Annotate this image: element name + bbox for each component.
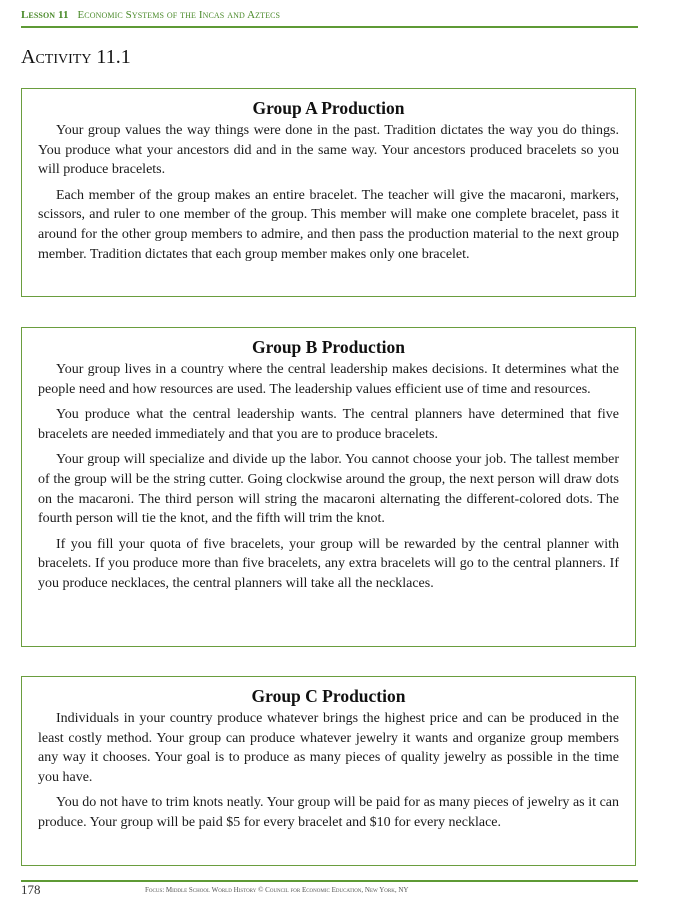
header-divider: [21, 26, 638, 28]
group-b-paragraph: Your group lives in a country where the central leadership makes decisions. It determines what the people need and how resources are used. The leadership values efficient use of time and resources.: [38, 362, 619, 397]
footer-credit: Focus: Middle School World History © Council for Economic Education, New York, NY: [145, 886, 409, 894]
group-a-box: [21, 88, 636, 297]
group-b-paragraph: You produce what the central leadership wants. The central planners have determined that five bracelets are needed immediately and that you are to produce bracelets.: [38, 407, 619, 442]
running-head: [21, 9, 280, 21]
group-b-box: [21, 327, 636, 647]
group-c-paragraph: You do not have to trim knots neatly. Your group will be paid for as many pieces of jewelry as it can produce. Your group will be paid $5 for every bracelet and $10 for every necklace.: [38, 795, 619, 830]
lesson-label: Lesson 11: [21, 9, 69, 21]
group-a-title: Group A Production: [252, 98, 405, 118]
page-number: 178: [21, 882, 41, 897]
footer-divider: [21, 880, 638, 882]
activity-title: Activity 11.1: [21, 46, 131, 68]
group-b-paragraph: If you fill your quota of five bracelets, your group will be rewarded by the central planner with bracelets. If you produce more than five bracelets, any extra bracelets will go to the central planners. If you produce necklaces, the central planners will take all the necklaces.: [38, 536, 619, 591]
group-a-paragraph: Your group values the way things were done in the past. Tradition dictates the way you do things. You produce what your ancestors did and in the same way. Your ancestors produced bracelets so you will produce bracelets.: [38, 123, 619, 178]
group-a-paragraph: Each member of the group makes an entire bracelet. The teacher will give the macaroni, markers, scissors, and ruler to one member of the group. This member will make one complete bracelet, pass it around for the other group members to admire, and then pass the production material to the next group member. Tradition dictates that each group member makes only one bracelet.: [38, 187, 619, 262]
group-c-paragraph: Individuals in your country produce whatever brings the highest price and can be produced in the least costly method. Your group can produce whatever jewelry it wants and organize group members any way it chooses. Your goal is to produce as many pieces of quality jewelry as possible in the time you have.: [38, 711, 619, 785]
group-c-box: [21, 676, 636, 866]
group-c-title: Group C Production: [251, 686, 406, 706]
group-b-paragraph: Your group will specialize and divide up the labor. You cannot choose your job. The tallest member of the group will be the string cutter. Going clockwise around the group, the next person will draw dots on the macaroni. The third person will string the macaroni alternating the different-colored dots. The fourth person will tie the knot, and the fifth will trim the knot.: [38, 452, 619, 527]
lesson-title: Economic Systems of the Incas and Aztecs: [77, 9, 281, 21]
group-b-title: Group B Production: [252, 337, 405, 357]
